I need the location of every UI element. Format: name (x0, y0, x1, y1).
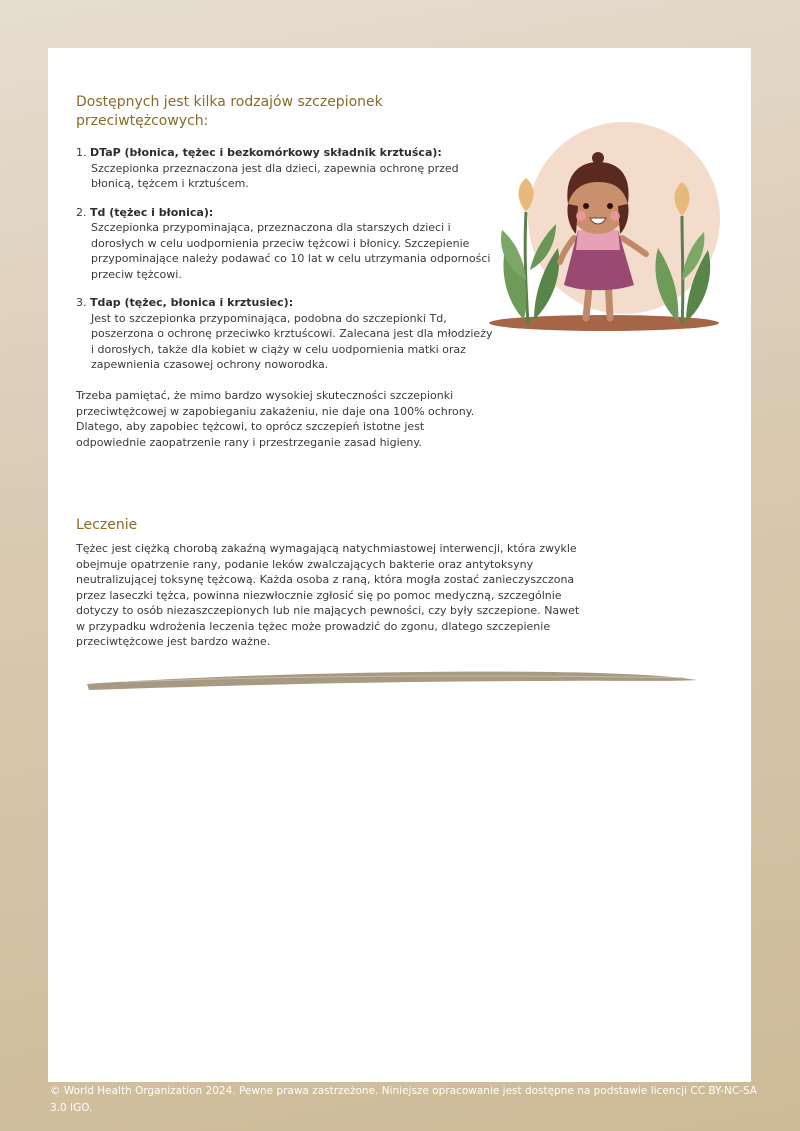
vaccine-list (76, 145, 496, 386)
girl-with-plants-illustration (486, 120, 721, 338)
vaccine-item-description: Szczepionka przypominająca, przeznaczona dla starszych dzieci i dorosłych w celu uodpornienia przeciw tężcowi i błonicy. Szczepienie przypominające należy podawać co 10 lat w celu utrzymania odporności przeciw tężcowi. (91, 221, 491, 281)
vaccine-item-description: Jest to szczepionka przypominająca, podobna do szczepionki Td, poszerzona o ochronę przeciwko krztuścowi. Zalecana jest dla młodzieży i dorosłych, także dla kobiet w ciąży w celu uodpornienia matki oraz zapewnienia czasowej ochrony noworodka. (91, 311, 493, 371)
vaccine-item-dtap (76, 145, 496, 192)
vaccine-item-title (76, 145, 496, 161)
vaccine-item-title (76, 295, 496, 311)
vaccine-item-name: Td (tężec i błonica): (90, 205, 214, 219)
vaccine-item-td (76, 205, 496, 283)
vaccine-item-title (76, 205, 496, 221)
brush-stroke-divider (83, 666, 703, 696)
vaccine-item-number: 3. (76, 296, 87, 309)
vaccine-types-heading: Dostępnych jest kilka rodzajów szczepionek przeciwtężcowych: (76, 94, 383, 129)
treatment-heading: Leczenie (76, 517, 138, 533)
document-page (48, 48, 751, 1082)
vaccine-item-tdap (76, 295, 496, 373)
vaccine-item-description: Szczepionka przeznaczona jest dla dzieci, zapewnia ochronę przed błonicą, tężcem i krztuścem. (91, 161, 459, 190)
hygiene-note: Trzeba pamiętać, że mimo bardzo wysokiej skuteczności szczepionki przeciwtężcowej w zapobieganiu zakażeniu, nie daje ona 100% ochrony. Dlatego, aby zapobiec tężcowi, to oprócz szczepień istotne jest odpowiednie zaopatrzenie rany i przestrzeganie zasad higieny. (76, 389, 475, 449)
license-footer: © World Health Organization 2024. Pewne prawa zastrzeżone. Niniejsze opracowanie jest dostępne na podstawie licencji CC BY-NC-SA 3.0 IGO. (50, 1085, 757, 1114)
vaccine-item-number: 1. (76, 146, 87, 159)
vaccine-item-number: 2. (76, 205, 87, 219)
vaccine-item-name: Tdap (tężec, błonica i krztusiec): (90, 296, 294, 309)
vaccine-item-name: DTaP (błonica, tężec i bezkomórkowy składnik krztuśca): (90, 146, 442, 159)
treatment-paragraph: Tężec jest ciężką chorobą zakaźną wymagającą natychmiastowej interwencji, która zwykle obejmuje opatrzenie rany, podanie leków zwalczających bakterie oraz antytoksyny neutralizującej toksynę tężcową. Każda osoba z raną, która mogła zostać zanieczyszczona przez laseczki tężca, powinna niezwłocznie zgłosić się po pomoc medyczną, szczególnie dotyczy to osób niezaszczepionych lub nie mających pewności, czy były szczepione. Nawet w przypadku wdrożenia leczenia tężec może prowadzić do zgonu, dlatego szczepienie przeciwtężcowe jest bardzo ważne. (76, 542, 580, 648)
